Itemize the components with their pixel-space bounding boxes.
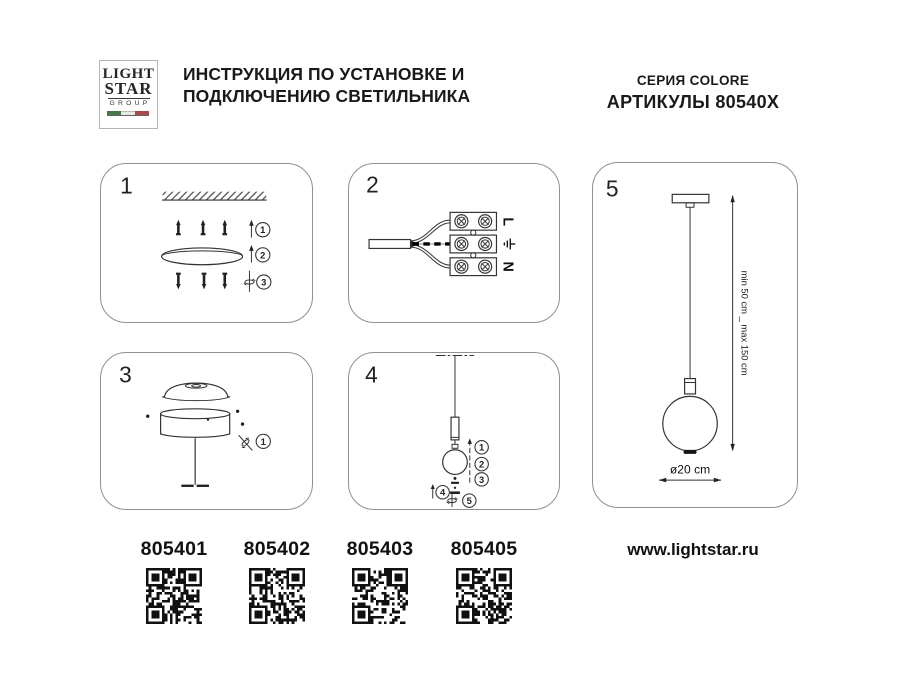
step-number: 3 xyxy=(479,474,485,485)
logo-word-group: GROUP xyxy=(109,100,151,107)
ceiling-cup xyxy=(161,409,230,438)
bottom-parts xyxy=(450,477,460,493)
step-number: 5 xyxy=(466,496,472,507)
logo-word-light: LIGHT xyxy=(102,66,155,82)
height-dimension-label: min 50 cm _ max 150 cm xyxy=(739,270,751,376)
wires xyxy=(411,220,451,268)
lamp-holder xyxy=(685,379,696,394)
title-line-2: ПОДКЛЮЧЕНИЮ СВЕТИЛЬНИКА xyxy=(183,85,471,106)
suspension-rod xyxy=(181,439,209,486)
diagram-canopy-assembly xyxy=(101,353,312,509)
logo-word-star: STAR xyxy=(104,79,153,98)
title-line-1: ИНСТРУКЦИЯ ПО УСТАНОВКЕ И xyxy=(183,64,465,84)
canopy-bracket xyxy=(162,248,243,265)
article-code: 805405 xyxy=(450,538,518,560)
panel-number: 4 xyxy=(365,361,378,388)
panel-step-4 xyxy=(348,352,560,510)
lightstar-logo xyxy=(99,60,158,129)
panel-number: 1 xyxy=(120,172,133,199)
logo-rule xyxy=(108,98,150,99)
flag-white xyxy=(121,111,135,115)
flag-red xyxy=(135,111,149,115)
step-number: 4 xyxy=(440,487,446,498)
step-number: 3 xyxy=(261,277,267,288)
italian-flag-icon xyxy=(107,111,150,115)
panel-step-2 xyxy=(348,163,560,323)
diameter-dimension-label: ø20 cm xyxy=(669,462,711,477)
diagram-ceiling-mounting xyxy=(101,164,312,322)
panel-number: 3 xyxy=(119,361,132,388)
diagram-wiring xyxy=(349,164,559,322)
website-url: www.lightstar.ru xyxy=(627,540,759,559)
height-dimension xyxy=(730,195,750,451)
step-2-marker xyxy=(249,245,270,262)
article-code: 805403 xyxy=(346,538,414,560)
step-number: 1 xyxy=(479,442,485,453)
step-number: 2 xyxy=(260,250,266,261)
panel-step-1 xyxy=(100,163,313,323)
suspension-tube xyxy=(451,417,459,448)
step-5-marker xyxy=(447,494,476,508)
article-column xyxy=(221,538,333,624)
diameter-dimension xyxy=(659,463,721,483)
article-code: 805402 xyxy=(243,538,311,560)
step-2-marker xyxy=(475,457,488,470)
qr-code xyxy=(146,568,202,624)
step-number: 1 xyxy=(260,225,266,236)
diagram-finished-lamp xyxy=(593,163,797,507)
step-guide-arrow xyxy=(468,438,472,484)
screws-up xyxy=(176,220,227,236)
article-code: 805401 xyxy=(140,538,208,560)
step-1-marker xyxy=(475,441,488,454)
panel-step-3 xyxy=(100,352,313,510)
article-column xyxy=(118,538,230,624)
ceiling-plate xyxy=(672,194,709,207)
step-4-marker xyxy=(431,484,450,499)
article-column xyxy=(324,538,436,624)
terminal-block xyxy=(450,212,496,275)
step-1-marker xyxy=(249,220,270,237)
qr-code xyxy=(352,568,408,624)
diagram-pendant-assembly xyxy=(349,353,559,509)
qr-code xyxy=(456,568,512,624)
step-number: 1 xyxy=(260,436,266,447)
terminal-label-l: L xyxy=(499,217,516,227)
series-label: СЕРИЯ COLORE xyxy=(636,73,750,88)
screwdriver-icon xyxy=(244,271,255,291)
step-3-marker xyxy=(475,473,488,486)
page-title xyxy=(183,64,470,107)
glass-sphere xyxy=(663,396,717,450)
qr-code xyxy=(249,568,305,624)
canopy-cap xyxy=(163,383,230,401)
ceiling-hatch xyxy=(163,192,267,200)
step-3-marker xyxy=(244,271,271,291)
step-1-marker xyxy=(235,432,271,454)
step-number: 2 xyxy=(479,459,485,470)
panel-number: 2 xyxy=(366,171,379,198)
screwdriver-icon xyxy=(235,432,256,454)
bottom-cap xyxy=(684,450,697,454)
panel-step-5 xyxy=(592,162,798,508)
articles-label: АРТИКУЛЫ 80540X xyxy=(606,92,780,112)
flag-green xyxy=(107,111,121,115)
terminal-label-n: N xyxy=(499,261,516,272)
screws-down xyxy=(176,273,227,290)
glass-sphere xyxy=(443,450,468,475)
terminal-screws xyxy=(455,215,492,273)
earth-symbol xyxy=(504,239,515,250)
article-column xyxy=(428,538,540,624)
panel-number: 5 xyxy=(605,175,619,202)
